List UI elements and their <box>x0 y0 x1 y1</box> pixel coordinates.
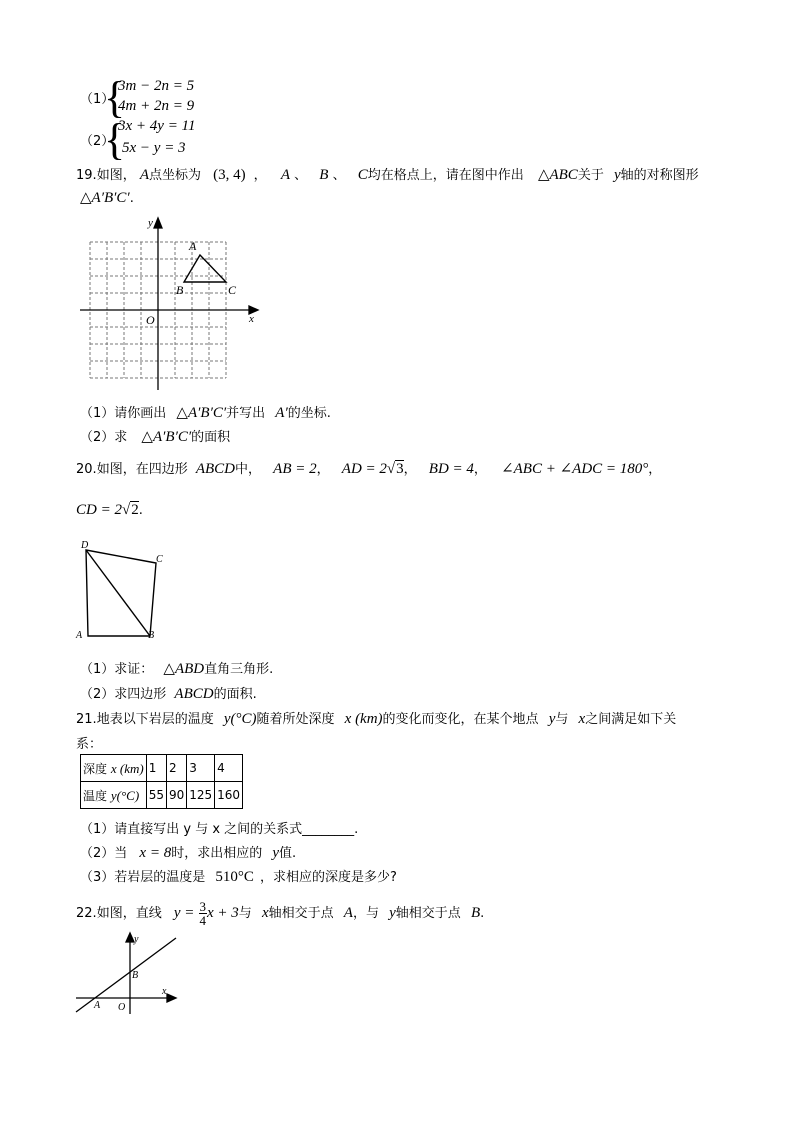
q20-text: 中， <box>235 462 262 477</box>
label-x: x <box>162 986 167 997</box>
q19-sub2-label: （2）求 <box>80 430 128 445</box>
q19-text: 、 <box>294 168 308 183</box>
label-x: x <box>249 313 254 325</box>
fraction-numerator: 3 <box>199 899 207 914</box>
q21-y-unit: y(°C) <box>223 711 257 727</box>
label-origin: O <box>146 313 155 327</box>
q20-stem-line1: 20.如图，在四边形 ABCD中， AB = 2， AD = 2√3， BD = 4， ∠ABC + ∠ADC = 180°， <box>76 461 662 477</box>
q21-x: x <box>578 711 586 727</box>
q20-sub2 <box>80 683 257 703</box>
q22-fraction <box>199 900 208 927</box>
q19-number: 19. <box>76 168 97 183</box>
q22-rest: x + 3 <box>207 905 239 921</box>
q21-sub2-label: （2）当 <box>80 846 128 861</box>
q20-sub1-label: （1）求证： <box>80 662 154 677</box>
q19-point-a: A <box>139 167 150 183</box>
q21-y: y <box>548 711 556 727</box>
q19-triangle: △ABC <box>537 167 578 183</box>
q21-stem-line1 <box>76 708 676 728</box>
axes <box>76 933 176 1014</box>
q22-point-b: B <box>470 905 481 921</box>
q22-text: 如图，直线 <box>96 906 162 921</box>
cell-unit: x (km) <box>110 760 144 776</box>
q19-text: 如图， <box>96 168 136 183</box>
line-graph <box>76 938 176 1012</box>
q19-text: 关于 <box>577 168 604 183</box>
q20-ab: AB = 2 <box>273 461 317 477</box>
q21-sub2 <box>80 842 296 862</box>
q19-sub1-label: （1）请你画出 <box>80 406 167 421</box>
q22-text: 与 <box>238 906 252 921</box>
q21-number: 21. <box>76 712 97 727</box>
table-cell: 125 <box>187 782 215 809</box>
q21-text: 时，求出相应的 <box>171 846 263 861</box>
q22-point-a: A <box>343 905 353 921</box>
cell-unit: y(°C) <box>110 787 140 803</box>
table-header-cell <box>81 755 147 782</box>
table-cell: 1 <box>146 755 166 782</box>
q20-ad-root: 3 <box>396 461 404 477</box>
q19-stem-line1 <box>76 164 699 184</box>
q21-text: ，求相应的深度是多少? <box>259 870 397 885</box>
q19-sub1-triangle: △A′B′C′ <box>176 405 227 421</box>
brace-icon: { <box>104 73 126 122</box>
label-a: A <box>76 630 83 641</box>
q19-grid-figure <box>76 212 266 394</box>
q19-coordinate: (3, 4) <box>213 167 246 183</box>
q21-text: 值. <box>279 846 297 861</box>
label-c: C <box>228 283 237 297</box>
q19-sub2 <box>80 426 230 446</box>
q21-sub2-y: y <box>272 845 280 861</box>
q22-y-eq: y = <box>173 905 195 921</box>
q19-triangle-image: △A′B′C′ <box>80 190 130 206</box>
q19-point-b: B <box>319 167 329 183</box>
q19-text: 均在格点上，请在图中作出 <box>367 168 524 183</box>
q20-number: 20. <box>76 462 97 477</box>
q21-table <box>80 754 243 809</box>
cell-text: 温度 <box>83 788 108 803</box>
label-a: A <box>94 1000 101 1011</box>
q21-sub3 <box>80 866 397 886</box>
q19-text: 点坐标为 <box>149 168 202 183</box>
q18-p2-eq1: 3x + 4y = 11 <box>118 118 196 134</box>
table-cell: 160 <box>215 782 243 809</box>
y-arrow-icon <box>126 933 134 942</box>
q19-text: 的坐标. <box>287 406 331 421</box>
fraction-denominator: 4 <box>199 913 207 928</box>
q20-sub2-quad: ABCD <box>174 686 214 702</box>
q20-quad: ABCD <box>195 461 236 477</box>
q21-sub2-eq: x = 8 <box>139 845 172 861</box>
diagonal-bd <box>86 550 150 636</box>
q21-text: 的变化而变化，在某个地点 <box>382 712 539 727</box>
label-y: y <box>134 934 139 945</box>
q21-text: 之间满足如下关 <box>585 712 677 727</box>
y-arrow-icon <box>154 218 162 228</box>
q22-number: 22. <box>76 906 97 921</box>
q19-sub1 <box>80 402 331 422</box>
quad-abcd <box>86 550 156 636</box>
q22-y: y <box>389 905 396 921</box>
q22-x: x <box>261 905 269 921</box>
q21-text: 地表以下岩层的温度 <box>96 712 214 727</box>
table-cell: 2 <box>166 755 186 782</box>
q20-sub1-triangle: △ABD <box>163 661 205 677</box>
q20-sub1 <box>80 658 273 678</box>
cell-text: 深度 <box>83 761 108 776</box>
q20-text: ， <box>316 462 330 477</box>
q18-p1-eq1: 3m − 2n = 5 <box>118 78 195 94</box>
q20-text: 直角三角形. <box>204 662 274 677</box>
table-cell: 4 <box>215 755 243 782</box>
label-b: B <box>176 283 184 297</box>
q20-text: ， <box>648 462 662 477</box>
q20-text: 的面积. <box>213 687 257 702</box>
q21-text: 与 <box>555 712 569 727</box>
q20-quad-figure <box>72 538 172 644</box>
label-c: C <box>156 554 163 565</box>
q19-text: ， <box>253 168 267 183</box>
q20-cd-root: 2 <box>131 502 139 518</box>
q20-ad: AD = 2 <box>341 461 387 477</box>
q19-text: 轴的对称图形 <box>620 168 699 183</box>
table-cell: 3 <box>187 755 215 782</box>
x-arrow-icon <box>167 994 176 1002</box>
q18-p1-label: （1） <box>80 92 115 107</box>
q19-point-c: C <box>357 167 368 183</box>
label-origin: O <box>118 1002 126 1013</box>
table-row <box>81 755 243 782</box>
q20-angles: ∠ABC + ∠ADC = 180° <box>501 461 649 477</box>
q19-point-a: A <box>280 167 290 183</box>
q22-line-figure <box>72 928 182 1018</box>
q19-text: 并写出 <box>226 406 266 421</box>
table-row <box>81 782 243 809</box>
q21-sub3-value: 510°C <box>215 869 254 885</box>
q20-stem-line2: CD = 2√2. <box>76 502 143 518</box>
q20-text: ， <box>473 462 487 477</box>
q20-text: ， <box>403 462 417 477</box>
q18-p2-eq2: 5x − y = 3 <box>122 140 186 156</box>
q19-text: 、 <box>332 168 346 183</box>
q19-sub1-point: A′ <box>275 405 288 421</box>
label-b: B <box>132 970 139 981</box>
table-header-cell <box>81 782 147 809</box>
q21-stem-line2: 系： <box>76 737 103 752</box>
q21-x-unit: x (km) <box>344 711 383 727</box>
q20-bd: BD = 4 <box>428 461 474 477</box>
q22-text: 轴相交于点 <box>395 906 461 921</box>
q18-p2-label: （2） <box>80 134 115 149</box>
label-a: A <box>189 239 197 253</box>
q22-stem <box>76 900 484 927</box>
q20-text: . <box>138 503 143 518</box>
q19-stem-line2 <box>80 188 134 207</box>
q21-sub3-label: （3）若岩层的温度是 <box>80 870 206 885</box>
q22-text: ，与 <box>352 906 379 921</box>
q21-text: 随着所处深度 <box>256 712 335 727</box>
table-cell: 90 <box>166 782 186 809</box>
q22-text: 轴相交于点 <box>268 906 334 921</box>
q19-text: . <box>129 191 134 206</box>
q20-text: 如图，在四边形 <box>96 462 188 477</box>
label-d: D <box>81 540 89 551</box>
table-cell: 55 <box>146 782 166 809</box>
q19-text: 的面积 <box>191 430 231 445</box>
q19-axis-y: y <box>613 167 621 183</box>
q20-cd: CD = 2 <box>76 502 122 518</box>
label-y: y <box>148 217 153 229</box>
q19-sub2-triangle: △A′B′C′ <box>141 429 192 445</box>
q20-sub2-label: （2）求四边形 <box>80 687 167 702</box>
label-b: B <box>148 630 155 641</box>
q21-sub1: （1）请直接写出 y 与 x 之间的关系式________. <box>80 822 359 837</box>
q18-p1-eq2: 4m + 2n = 9 <box>118 98 195 114</box>
brace-icon: { <box>104 115 126 164</box>
q22-text: . <box>480 906 485 921</box>
